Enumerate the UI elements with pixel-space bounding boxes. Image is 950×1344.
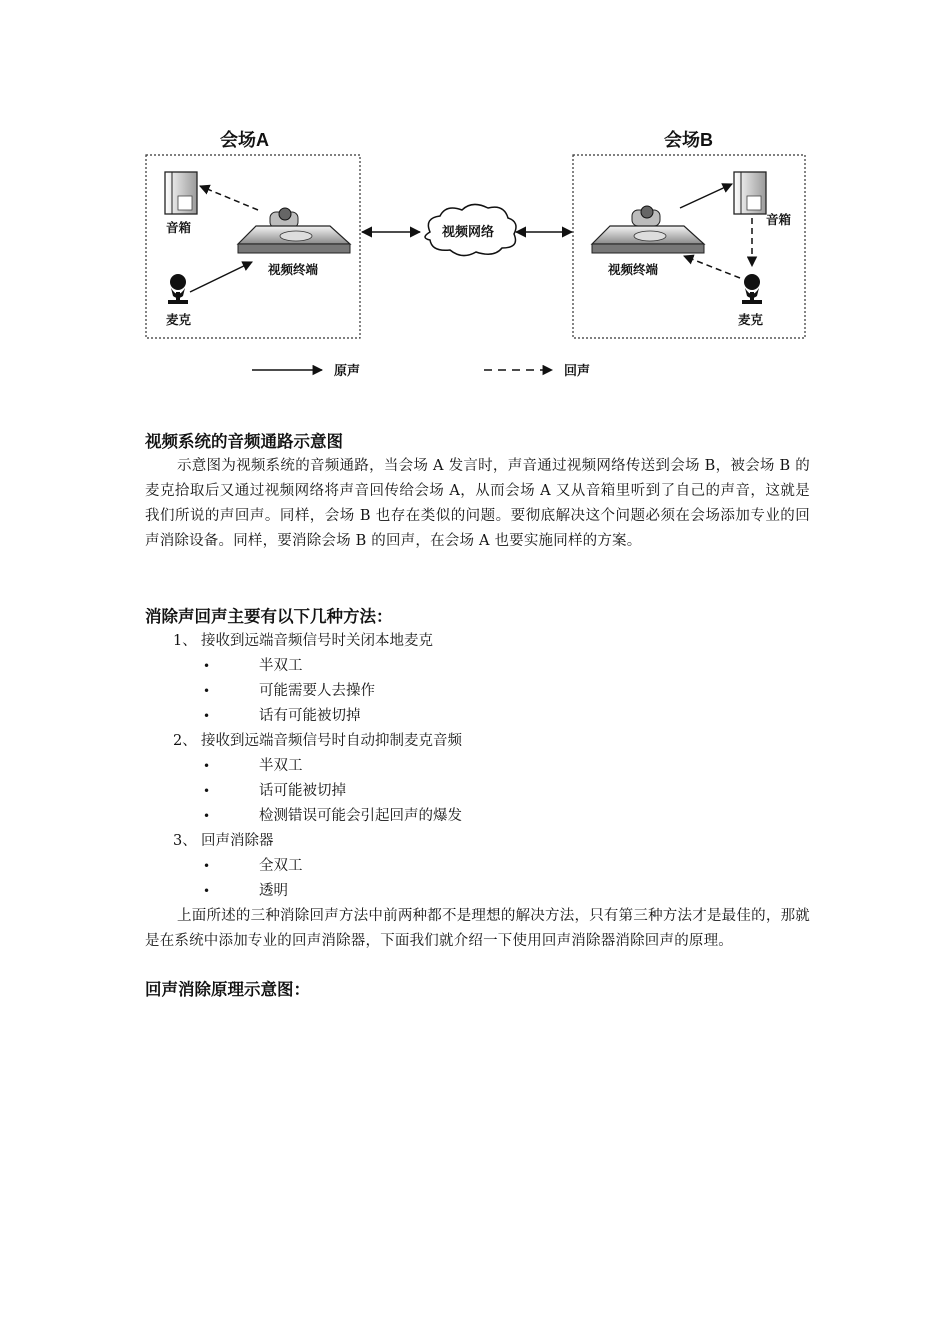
- legend-original-label: 原声: [334, 364, 361, 379]
- legend-echo-label: 回声: [564, 364, 591, 379]
- microphone-icon: [742, 274, 762, 304]
- bullet-icon: •: [203, 759, 211, 773]
- methods-list: [145, 629, 810, 904]
- site-a-title: 会场A: [220, 130, 269, 150]
- item-number: 3、: [173, 833, 197, 849]
- echo-arrow-a: [200, 186, 258, 210]
- sub-list: [145, 754, 810, 829]
- bullet-icon: •: [203, 709, 211, 723]
- audio-path-diagram: [0, 0, 950, 400]
- section-title: 消除声回声主要有以下几种方法：: [145, 607, 393, 626]
- bullet-icon: •: [203, 659, 211, 673]
- list-item: [145, 829, 810, 854]
- section-principle: [145, 978, 810, 1002]
- list-item: • 半双工: [145, 754, 810, 779]
- speaker-icon: [734, 172, 766, 214]
- list-item: [145, 729, 810, 754]
- sub-list: [145, 654, 810, 729]
- site-b-title: 会场B: [664, 130, 713, 150]
- microphone-icon: [168, 274, 188, 304]
- video-terminal-icon: [592, 206, 704, 253]
- list-item: • 检测错误可能会引起回声的爆发: [145, 804, 810, 829]
- bullet-icon: •: [203, 884, 211, 898]
- list-item: • 全双工: [145, 854, 810, 879]
- original-sound-arrow-b: [680, 184, 732, 208]
- section-echo-methods: [145, 605, 810, 954]
- item-number: 1、: [173, 633, 197, 649]
- mic-label-a: 麦克: [166, 312, 192, 327]
- item-label: 接收到远端音频信号时关闭本地麦克: [201, 633, 433, 649]
- list-item: • 话有可能被切掉: [145, 704, 810, 729]
- speaker-icon: [165, 172, 197, 214]
- section-paragraph: 示意图为视频系统的音频通路，当会场 A 发言时，声音通过视频网络传送到会场 B，被会场 B 的麦克拾取后又通过视频网络将声音回传给会场 A，从而会场 A 又从音箱里听到了自己的声音，这就是我们所说的声回声。同样，会场 B 也存在类似的问题。要彻底解决这个问题必须在会场添加专业的回声消除设备。同样，要消除会场 B 的回声，在会场 A 也要实施同样的方案。: [145, 458, 810, 549]
- bullet-icon: •: [203, 859, 211, 873]
- sub-list: [145, 854, 810, 904]
- bullet-icon: •: [203, 784, 211, 798]
- mic-label-b: 麦克: [738, 312, 764, 327]
- item-label: 回声消除器: [201, 833, 274, 849]
- terminal-label-b: 视频终端: [608, 262, 659, 277]
- list-item: • 可能需要人去操作: [145, 679, 810, 704]
- section-title: 回声消除原理示意图：: [145, 980, 310, 999]
- section-audio-path: [145, 430, 810, 554]
- video-terminal-icon: [238, 208, 350, 253]
- bullet-icon: •: [203, 809, 211, 823]
- echo-arrow-b-to-terminal: [684, 256, 740, 278]
- original-sound-arrow-a: [190, 262, 252, 292]
- terminal-label-a: 视频终端: [268, 262, 319, 277]
- list-item: • 话可能被切掉: [145, 779, 810, 804]
- item-number: 2、: [173, 733, 197, 749]
- speaker-label-b: 音箱: [766, 212, 792, 227]
- conclusion-paragraph: 上面所述的三种消除回声方法中前两种都不是理想的解决方法，只有第三种方法才是最佳的，那就是在系统中添加专业的回声消除器，下面我们就介绍一下使用回声消除器消除回声的原理。: [145, 908, 810, 949]
- list-item: [145, 629, 810, 654]
- item-label: 接收到远端音频信号时自动抑制麦克音频: [201, 733, 462, 749]
- section-title: 视频系统的音频通路示意图: [145, 432, 343, 451]
- bullet-icon: •: [203, 684, 211, 698]
- speaker-label-a: 音箱: [166, 220, 192, 235]
- list-item: • 透明: [145, 879, 810, 904]
- network-label: 视频网络: [441, 225, 495, 240]
- list-item: • 半双工: [145, 654, 810, 679]
